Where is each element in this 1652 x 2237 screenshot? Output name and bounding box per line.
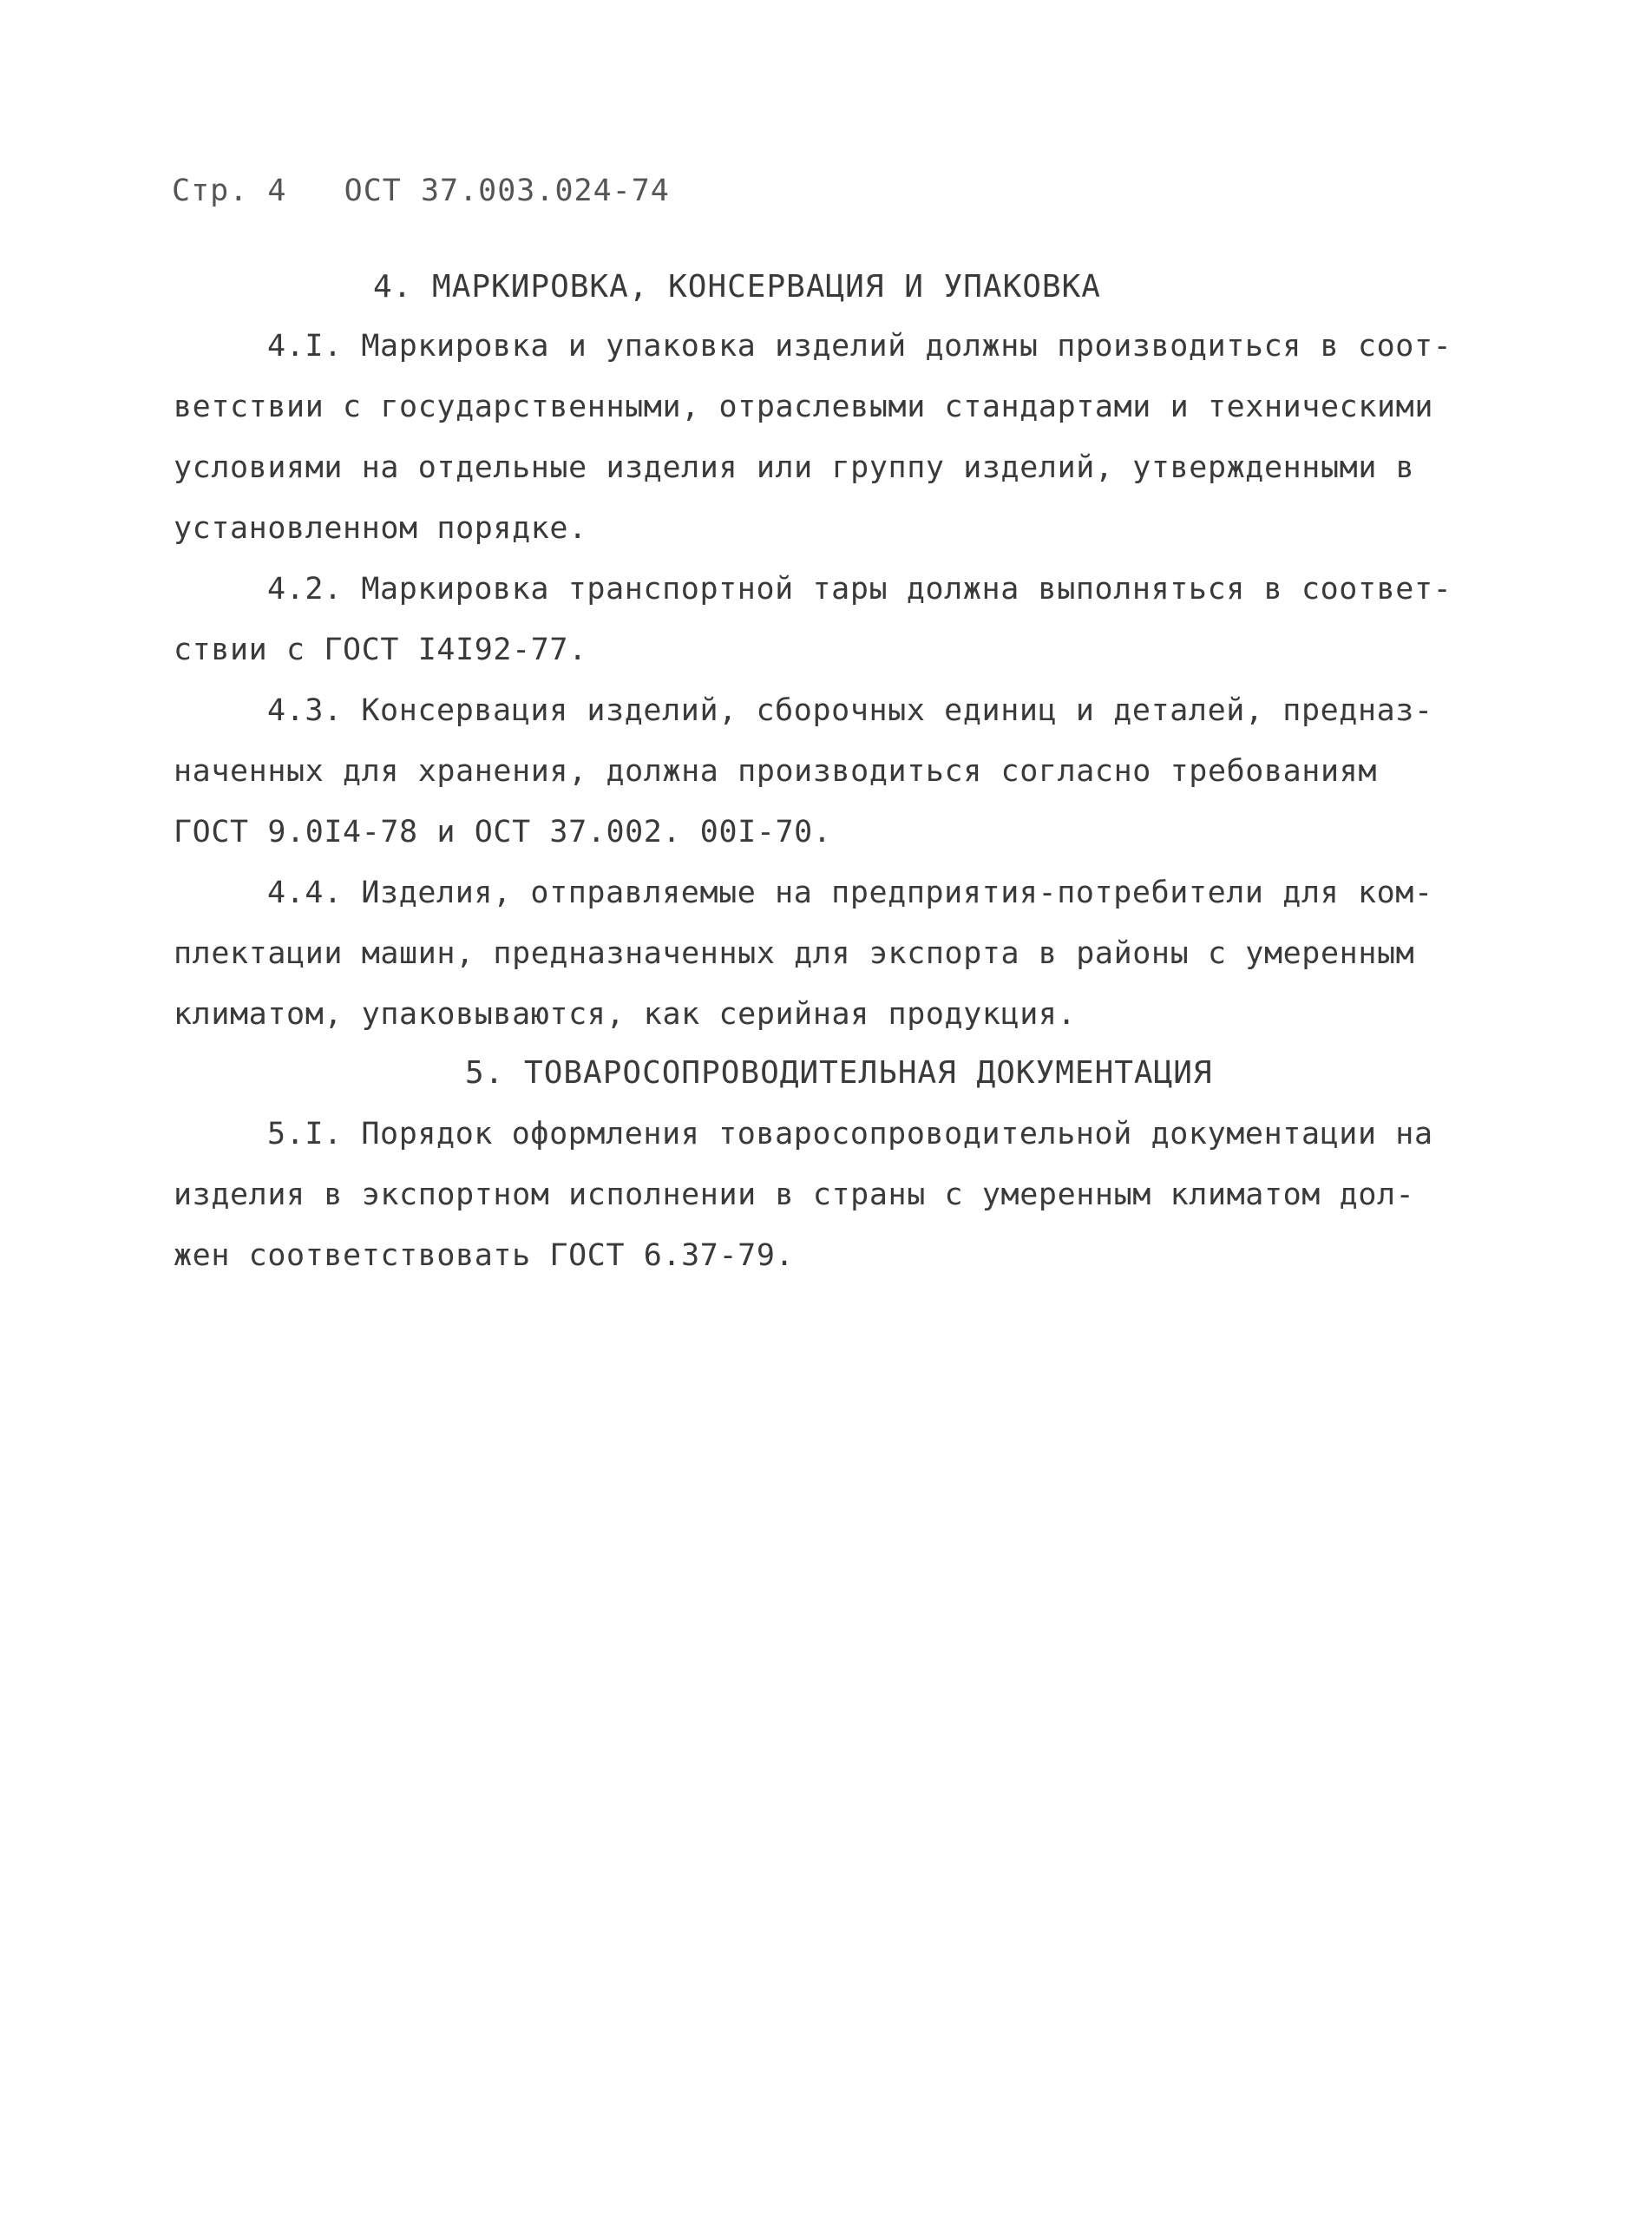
paragraph-line: 4.4. Изделия, отправляемые на предприятия-потребители для ком- xyxy=(267,876,1433,910)
paragraph-line: плектации машин, предназначенных для экспорта в районы с умеренным xyxy=(174,936,1415,971)
paragraph-line: 4.2. Маркировка транспортной тары должна выполняться в соответ- xyxy=(267,572,1452,607)
paragraph-line: ствии с ГОСТ I4I92-77. xyxy=(174,633,587,667)
paragraph-line: ГОСТ 9.0I4-78 и ОСТ 37.002. 00I-70. xyxy=(174,815,832,850)
page-header xyxy=(172,174,670,208)
paragraph-line: жен соответствовать ГОСТ 6.37-79. xyxy=(174,1238,795,1273)
paragraph-line: 5.I. Порядок оформления товаросопроводительной документации на xyxy=(267,1117,1433,1151)
paragraph-line: изделия в экспортном исполнении в страны с умеренным климатом дол- xyxy=(174,1178,1415,1212)
paragraph-line: условиями на отдельные изделия или группу изделий, утвержденными в xyxy=(174,450,1415,485)
paragraph-line: 4.I. Маркировка и упаковка изделий должны производиться в соот- xyxy=(267,329,1452,364)
page-number-label: Стр. 4 xyxy=(172,174,287,208)
paragraph-line: ветствии с государственными, отраслевыми стандартами и техническими xyxy=(174,390,1434,424)
section-4-heading: 4. МАРКИРОВКА, КОНСЕРВАЦИЯ И УПАКОВКА xyxy=(373,269,1101,305)
paragraph-line: наченных для хранения, должна производиться согласно требованиям xyxy=(174,754,1377,789)
paragraph-line: установленном порядке. xyxy=(174,511,587,546)
paragraph-line: 4.3. Консервация изделий, сборочных единиц и деталей, предназ- xyxy=(267,693,1433,728)
section-5-heading: 5. ТОВАРОСОПРОВОДИТЕЛЬНАЯ ДОКУМЕНТАЦИЯ xyxy=(465,1055,1213,1091)
paragraph-line: климатом, упаковываются, как серийная продукция. xyxy=(174,997,1077,1032)
document-code: ОСТ 37.003.024-74 xyxy=(344,174,670,208)
